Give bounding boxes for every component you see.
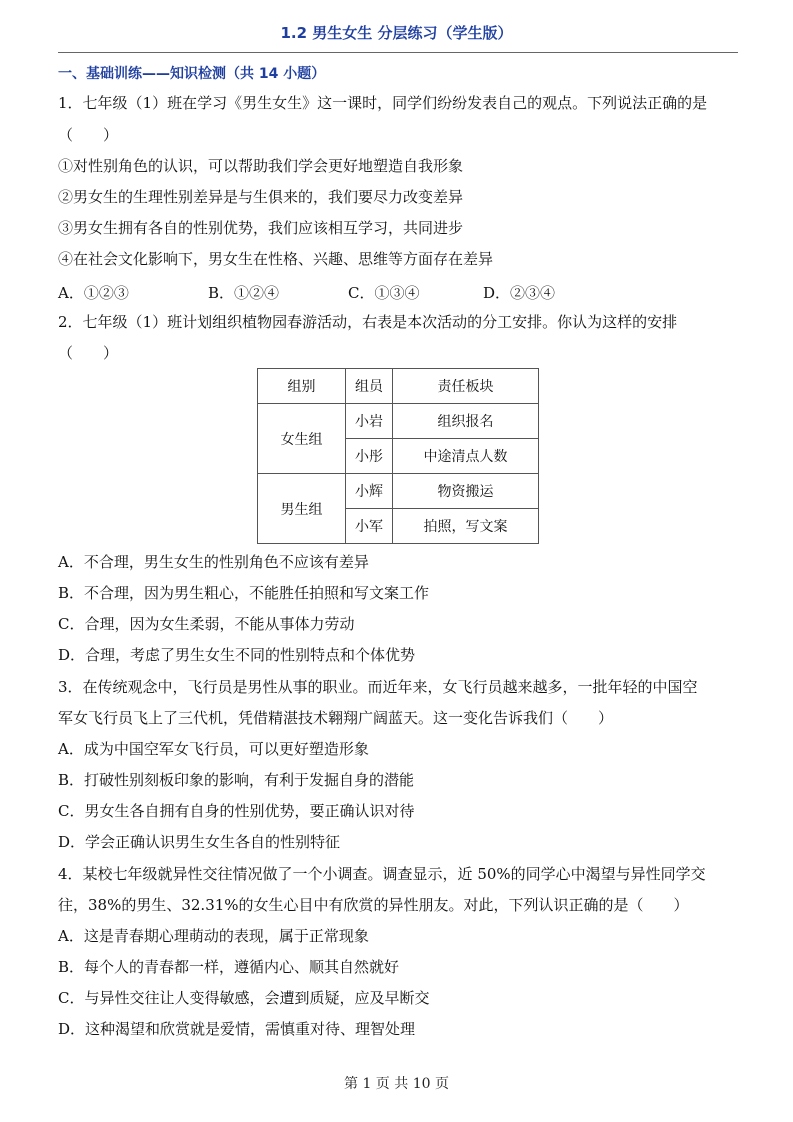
task-cell: 拍照，写文案 [393,509,539,544]
page-title: 1.2 男生女生 分层练习（学生版） [280,24,513,42]
table-row [258,404,539,439]
q2-option-d[interactable]: D．合理，考虑了男生女生不同的性别特点和个体优势 [58,646,416,664]
q4-option-d[interactable]: D．这种渴望和欣赏就是爱情，需慎重对待、理智处理 [58,1020,416,1038]
q1-statement-3: ③男女生拥有各自的性别优势，我们应该相互学习，共同进步 [58,219,464,237]
q1-statement-1: ①对性别角色的认识，可以帮助我们学会更好地塑造自我形象 [58,157,464,175]
q1-option-d[interactable]: D．②③④ [483,284,556,302]
q3-option-a[interactable]: A．成为中国空军女飞行员，可以更好塑造形象 [58,740,369,758]
header-member: 组员 [346,369,393,404]
q3-option-d[interactable]: D．学会正确认识男生女生各自的性别特征 [58,833,341,851]
task-cell: 组织报名 [393,404,539,439]
q3-stem-line2: 军女飞行员飞上了三代机，凭借精湛技术翱翔广阔蓝天。这一变化告诉我们（ ） [58,709,614,727]
page-number: 第 1 页 共 10 页 [344,1076,449,1092]
q1-option-c[interactable]: C．①③④ [348,284,420,302]
q2-option-c[interactable]: C．合理，因为女生柔弱，不能从事体力劳动 [58,615,355,633]
q1-statement-2: ②男女生的生理性别差异是与生俱来的，我们要尽力改变差异 [58,188,464,206]
member-cell: 小辉 [346,474,393,509]
member-cell: 小军 [346,509,393,544]
header-group: 组别 [258,369,346,404]
q3-option-b[interactable]: B．打破性别刻板印象的影响，有利于发掘自身的潜能 [58,771,415,789]
q1-statement-4: ④在社会文化影响下，男女生在性格、兴趣、思维等方面存在差异 [58,250,494,268]
q4-option-c[interactable]: C．与异性交往让人变得敏感，会遭到质疑，应及早断交 [58,989,430,1007]
section-heading: 一、基础训练——知识检测（共 14 小题） [58,66,326,82]
q2-stem: 2．七年级（1）班计划组织植物园春游活动，右表是本次活动的分工安排。你认为这样的安排 [58,313,678,331]
title-divider [58,52,738,53]
q3-stem-line1: 3．在传统观念中，飞行员是男性从事的职业。而近年来，女飞行员越来越多，一批年轻的中国空 [58,678,698,696]
q4-option-b[interactable]: B．每个人的青春都一样，遵循内心、顺其自然就好 [58,958,400,976]
q1-option-a[interactable]: A．①②③ [58,284,129,302]
member-cell: 小岩 [346,404,393,439]
table-row [258,474,539,509]
q3-option-c[interactable]: C．男女生各自拥有自身的性别优势，要正确认识对待 [58,802,415,820]
task-cell: 中途清点人数 [393,439,539,474]
q1-answer-blank: （ ） [58,126,119,144]
group-boys: 男生组 [258,474,346,544]
header-task: 责任板块 [393,369,539,404]
q2-option-b[interactable]: B．不合理，因为男生粗心，不能胜任拍照和写文案工作 [58,584,430,602]
q4-stem-line1: 4．某校七年级就异性交往情况做了一个小调查。调查显示，近 50%的同学心中渴望与异性同学交 [58,865,706,883]
q2-option-a[interactable]: A．不合理，男生女生的性别角色不应该有差异 [58,553,369,571]
q1-option-b[interactable]: B．①②④ [208,284,280,302]
q2-answer-blank: （ ） [58,344,119,362]
group-girls: 女生组 [258,404,346,474]
member-cell: 小彤 [346,439,393,474]
task-assignment-table [257,368,539,544]
task-cell: 物资搬运 [393,474,539,509]
q1-stem: 1．七年级（1）班在学习《男生女生》这一课时，同学们纷纷发表自己的观点。下列说法正确的是 [58,94,708,112]
q4-stem-line2: 往，38%的男生、32.31%的女生心目中有欣赏的异性朋友。对此，下列认识正确的是（ ） [58,896,689,914]
table-header-row [258,369,539,404]
q4-option-a[interactable]: A．这是青春期心理萌动的表现，属于正常现象 [58,927,369,945]
